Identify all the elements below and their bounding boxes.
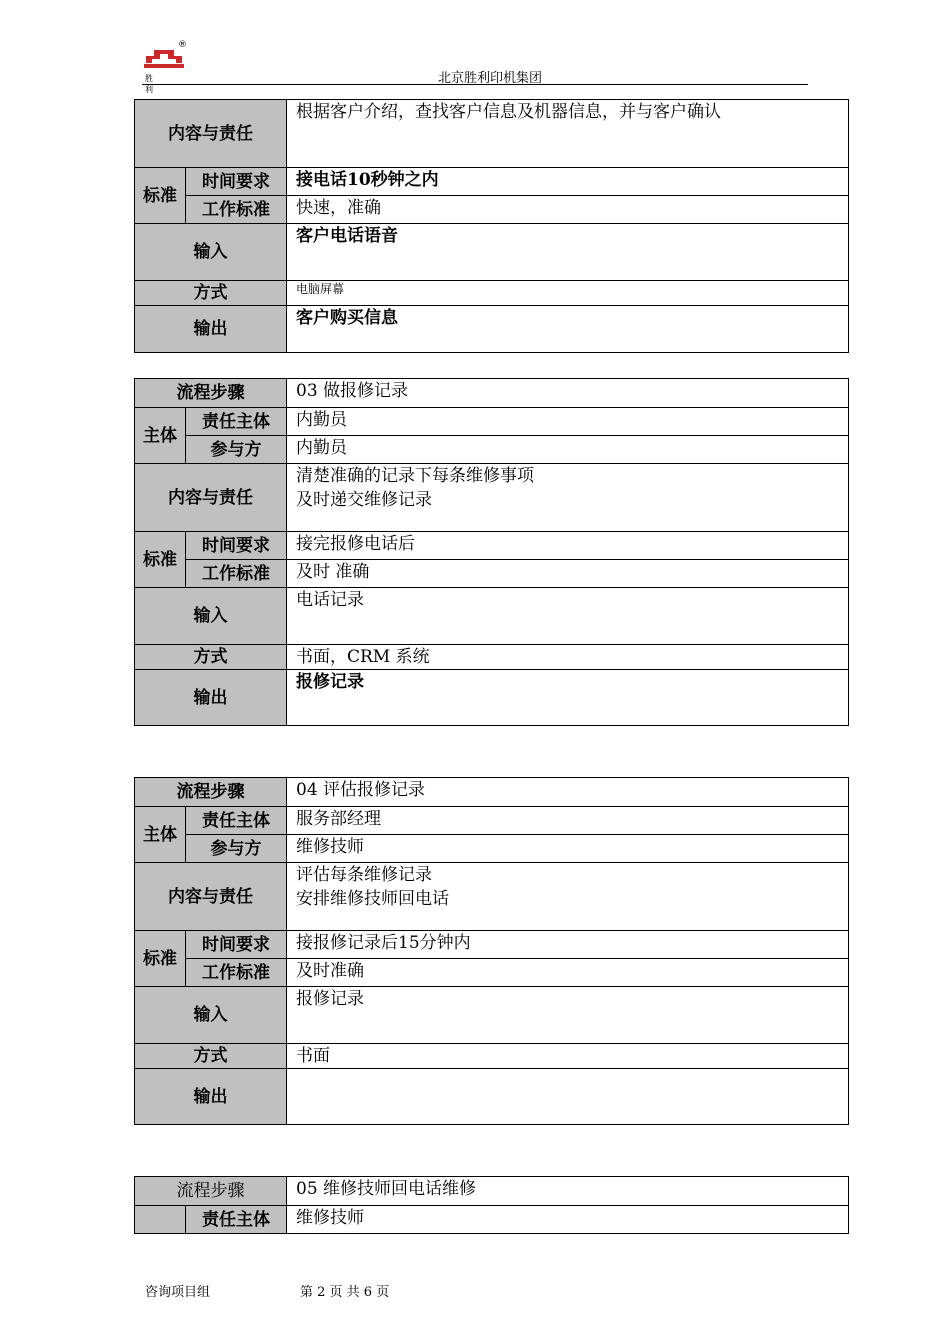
subject-group-label: 主体 bbox=[135, 408, 186, 464]
input-value: 客户电话语音 bbox=[287, 224, 849, 281]
content-value bbox=[287, 863, 849, 931]
party-value: 内勤员 bbox=[287, 436, 849, 464]
method-label: 方式 bbox=[135, 645, 287, 670]
input-value: 电话记录 bbox=[287, 588, 849, 645]
output-value: 客户购买信息 bbox=[287, 306, 849, 353]
step-value: 03 做报修记录 bbox=[287, 379, 849, 408]
work-standard-label: 工作标准 bbox=[186, 959, 287, 987]
step-label: 流程步骤 bbox=[135, 1177, 287, 1206]
standard-group-label: 标准 bbox=[135, 931, 186, 987]
owner-label: 责任主体 bbox=[186, 1206, 287, 1234]
owner-value: 内勤员 bbox=[287, 408, 849, 436]
party-label: 参与方 bbox=[186, 436, 287, 464]
footer-page-number: 第 2 页 共 6 页 bbox=[300, 1285, 390, 1300]
standard-group-label: 标准 bbox=[135, 168, 186, 224]
company-name: 北京胜利印机集团 bbox=[438, 71, 543, 86]
time-requirement-value: 接报修记录后15分钟内 bbox=[287, 931, 849, 959]
content-line: 清楚准确的记录下每条维修事项 bbox=[296, 466, 534, 486]
work-standard-value: 及时准确 bbox=[287, 959, 849, 987]
subject-group-label bbox=[135, 1206, 186, 1234]
content-line: 安排维修技师回电话 bbox=[296, 889, 449, 909]
process-table-02-continued bbox=[134, 99, 849, 353]
party-label: 参与方 bbox=[186, 835, 287, 863]
page-header bbox=[142, 40, 808, 94]
content-label: 内容与责任 bbox=[135, 100, 287, 168]
method-value: 书面，CRM 系统 bbox=[287, 645, 849, 670]
registered-mark: ® bbox=[178, 40, 187, 50]
method-label: 方式 bbox=[135, 1044, 287, 1069]
party-value: 维修技师 bbox=[287, 835, 849, 863]
input-label: 输入 bbox=[135, 224, 287, 281]
owner-label: 责任主体 bbox=[186, 807, 287, 835]
owner-value: 维修技师 bbox=[287, 1206, 849, 1234]
output-value bbox=[287, 1069, 849, 1125]
output-label: 输出 bbox=[135, 1069, 287, 1125]
input-label: 输入 bbox=[135, 588, 287, 645]
work-standard-label: 工作标准 bbox=[186, 560, 287, 588]
step-value: 04 评估报修记录 bbox=[287, 778, 849, 807]
method-label: 方式 bbox=[135, 281, 287, 306]
input-label: 输入 bbox=[135, 987, 287, 1044]
work-standard-label: 工作标准 bbox=[186, 196, 287, 224]
time-requirement-value: 接完报修电话后 bbox=[287, 532, 849, 560]
step-value: 05 维修技师回电话维修 bbox=[287, 1177, 849, 1206]
subject-group-label: 主体 bbox=[135, 807, 186, 863]
content-label: 内容与责任 bbox=[135, 464, 287, 532]
content-value bbox=[287, 464, 849, 532]
company-logo bbox=[142, 40, 190, 94]
logo-text: 胜 利 bbox=[145, 74, 163, 94]
owner-value: 服务部经理 bbox=[287, 807, 849, 835]
standard-group-label: 标准 bbox=[135, 532, 186, 588]
time-requirement-value: 接电话10秒钟之内 bbox=[287, 168, 849, 196]
header-rule bbox=[142, 84, 808, 85]
owner-label: 责任主体 bbox=[186, 408, 287, 436]
time-requirement-label: 时间要求 bbox=[186, 532, 287, 560]
process-table-04 bbox=[134, 777, 849, 1125]
method-value: 书面 bbox=[287, 1044, 849, 1069]
output-value: 报修记录 bbox=[287, 670, 849, 726]
output-label: 输出 bbox=[135, 306, 287, 353]
footer-project-group: 咨询项目组 bbox=[145, 1285, 211, 1300]
time-requirement-label: 时间要求 bbox=[186, 931, 287, 959]
output-label: 输出 bbox=[135, 670, 287, 726]
content-value: 根据客户介绍，查找客户信息及机器信息，并与客户确认 bbox=[287, 100, 849, 168]
method-value: 电脑屏幕 bbox=[287, 281, 849, 306]
process-table-05 bbox=[134, 1176, 849, 1234]
content-label: 内容与责任 bbox=[135, 863, 287, 931]
step-label: 流程步骤 bbox=[135, 379, 287, 408]
process-table-03 bbox=[134, 378, 849, 726]
content-line: 及时递交维修记录 bbox=[296, 490, 432, 510]
time-requirement-label: 时间要求 bbox=[186, 168, 287, 196]
input-value: 报修记录 bbox=[287, 987, 849, 1044]
work-standard-value: 及时 准确 bbox=[287, 560, 849, 588]
work-standard-value: 快速，准确 bbox=[287, 196, 849, 224]
step-label: 流程步骤 bbox=[135, 778, 287, 807]
content-line: 评估每条维修记录 bbox=[296, 865, 432, 885]
